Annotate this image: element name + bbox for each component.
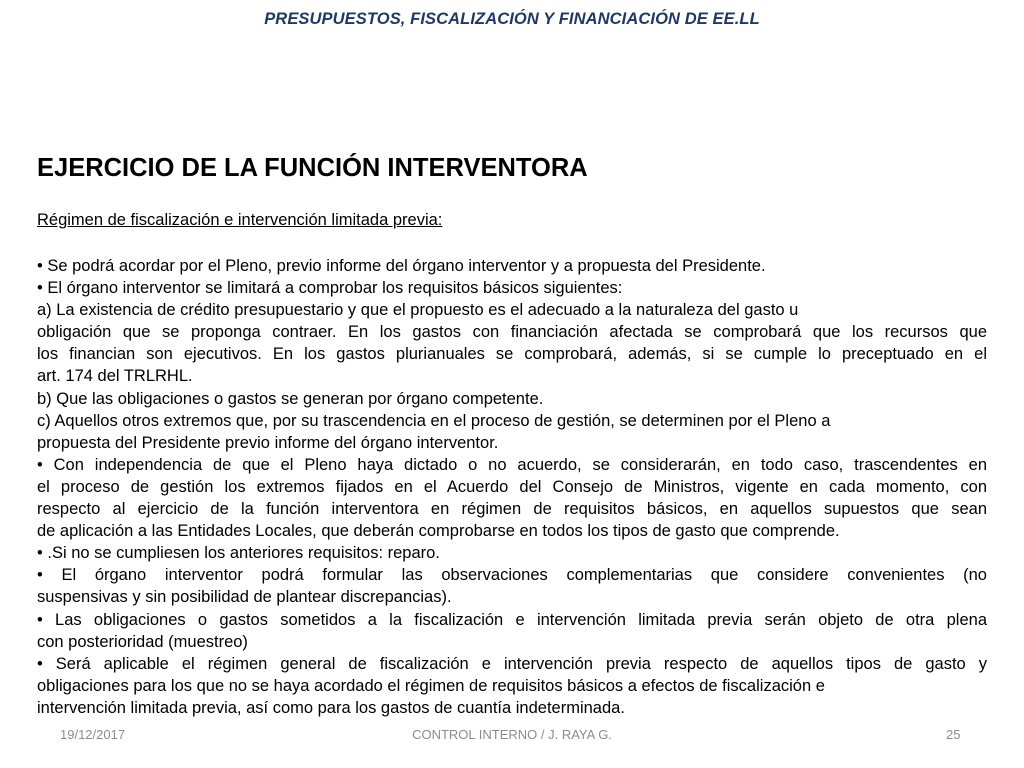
body-line: a) La existencia de crédito presupuestario y que el propuesto es el adecuado a la naturaleza del gasto u <box>37 301 799 320</box>
body-line: • .Si no se cumpliesen los anteriores requisitos: reparo. <box>37 544 440 563</box>
section-subtitle: Régimen de fiscalización e intervención limitada previa: <box>37 211 443 229</box>
body-line: b) Que las obligaciones o gastos se generan por órgano competente. <box>37 389 544 408</box>
body-line: con posterioridad (muestreo) <box>37 632 248 651</box>
body-line: art. 174 del TRLRHL. <box>37 367 193 386</box>
body-line: • Será aplicable el régimen general de fiscalización e intervención previa respecto de aquellos tipos de gasto y <box>37 654 987 673</box>
footer-date: 19/12/2017 <box>60 727 126 742</box>
body-line: • Las obligaciones o gastos sometidos a la fiscalización e intervención limitada previa serán objeto de otra plena <box>37 610 987 629</box>
body-line: obligación que se proponga contraer. En los gastos con financiación afectada se comprobará que los recursos que <box>37 323 987 342</box>
body-line: • Se podrá acordar por el Pleno, previo informe del órgano interventor y a propuesta del Presidente. <box>37 257 766 275</box>
body-line: propuesta del Presidente previo informe del órgano interventor. <box>37 433 499 452</box>
body-line: respecto al ejercicio de la función interventora en régimen de requisitos básicos, en aquellos supuestos que sean <box>37 500 987 519</box>
body-line: suspensivas y sin posibilidad de plantear discrepancias). <box>37 588 452 607</box>
header-title: PRESUPUESTOS, FISCALIZACIÓN Y FINANCIACIÓN DE EE.LL <box>264 10 760 28</box>
body-line: el proceso de gestión los extremos fijados en el Acuerdo del Consejo de Ministros, vigente en cada momento, con <box>37 477 987 496</box>
body-line: c) Aquellos otros extremos que, por su trascendencia en el proceso de gestión, se determinen por el Pleno a <box>37 411 831 430</box>
body-text <box>37 255 987 719</box>
body-line: los financian son ejecutivos. En los gastos plurianuales se comprobará, además, si se cumple lo preceptuado en el <box>37 345 987 364</box>
footer-author: CONTROL INTERNO / J. RAYA G. <box>412 727 612 742</box>
page-title: EJERCICIO DE LA FUNCIÓN INTERVENTORA <box>37 154 588 182</box>
body-line: • El órgano interventor se limitará a comprobar los requisitos básicos siguientes: <box>37 279 623 298</box>
body-line: • El órgano interventor podrá formular las observaciones complementarias que considere convenientes (no <box>37 566 987 585</box>
body-line: obligaciones para los que no se haya acordado el régimen de requisitos básicos a efectos de fiscalización e <box>37 676 825 695</box>
body-line: intervención limitada previa, así como para los gastos de cuantía indeterminada. <box>37 698 625 717</box>
page-number: 25 <box>946 727 961 742</box>
body-line: de aplicación a las Entidades Locales, que deberán comprobarse en todos los tipos de gasto que comprende. <box>37 522 840 541</box>
body-line: • Con independencia de que el Pleno haya dictado o no acuerdo, se considerarán, en todo caso, trascendentes en <box>37 455 987 474</box>
